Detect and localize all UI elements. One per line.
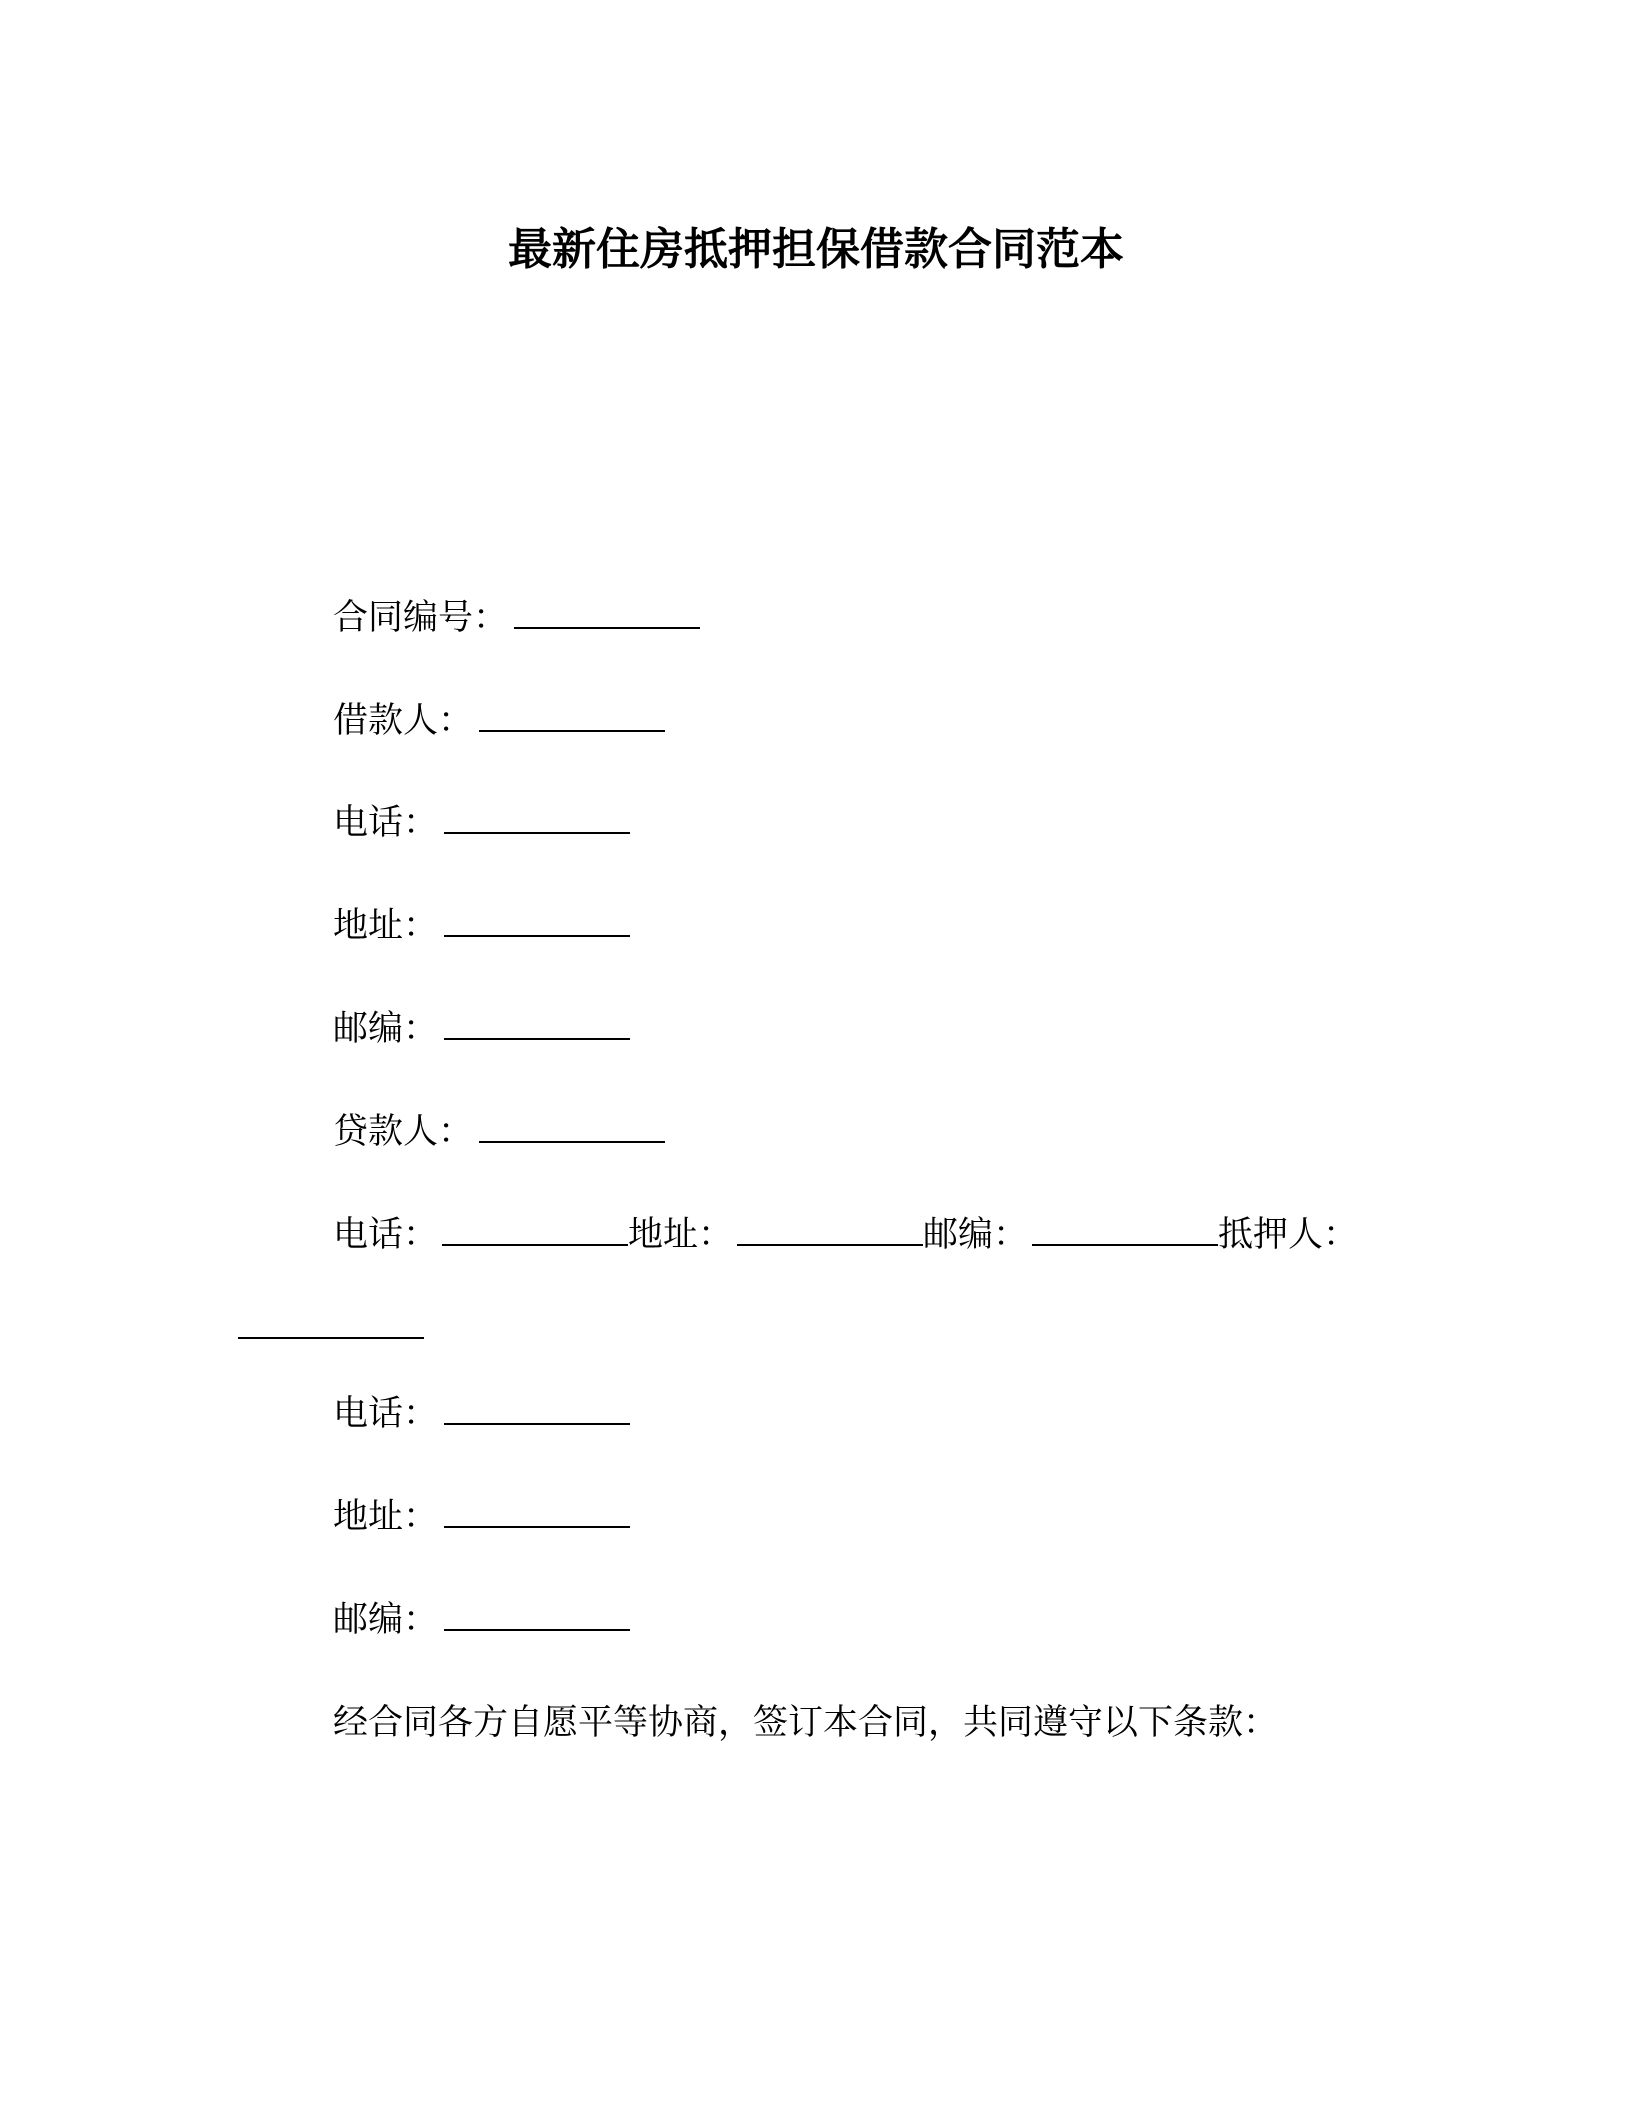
borrower-postcode-label: 邮编： <box>333 1009 439 1049</box>
mortgagor-address-line <box>333 1495 630 1539</box>
lender-blank[interactable] <box>479 1111 665 1143</box>
contract-number-line <box>333 596 700 640</box>
mortgagor-phone-line <box>333 1392 630 1436</box>
mortgagor-phone-label: 电话： <box>333 1394 439 1434</box>
lender-line <box>333 1110 665 1154</box>
borrower-blank[interactable] <box>479 700 665 732</box>
borrower-address-label: 地址： <box>333 906 439 946</box>
mortgagor-blank[interactable] <box>238 1307 424 1339</box>
contract-number-label: 合同编号： <box>333 598 509 638</box>
lender-address-label: 地址： <box>628 1215 734 1255</box>
intro-paragraph: 经合同各方自愿平等协商，签订本合同，共同遵守以下条款： <box>333 1703 1279 1743</box>
lender-postcode-blank[interactable] <box>1032 1214 1218 1246</box>
mortgagor-label: 抵押人： <box>1218 1215 1359 1255</box>
mortgagor-postcode-line <box>333 1598 630 1642</box>
borrower-phone-line <box>333 801 630 845</box>
borrower-label: 借款人： <box>333 701 474 741</box>
contract-number-blank[interactable] <box>514 597 700 629</box>
mortgagor-phone-blank[interactable] <box>444 1393 630 1425</box>
borrower-address-line <box>333 904 630 948</box>
borrower-postcode-blank[interactable] <box>444 1008 630 1040</box>
lender-phone-label: 电话： <box>333 1215 439 1255</box>
borrower-line <box>333 699 665 743</box>
mortgagor-address-blank[interactable] <box>444 1496 630 1528</box>
mortgagor-postcode-label: 邮编： <box>333 1600 439 1640</box>
mortgagor-postcode-blank[interactable] <box>444 1599 630 1631</box>
lender-postcode-label: 邮编： <box>923 1215 1029 1255</box>
lender-phone-blank[interactable] <box>442 1214 628 1246</box>
borrower-phone-blank[interactable] <box>444 802 630 834</box>
borrower-phone-label: 电话： <box>333 803 439 843</box>
lender-contact-line <box>333 1213 1358 1257</box>
borrower-postcode-line <box>333 1007 630 1051</box>
lender-address-blank[interactable] <box>737 1214 923 1246</box>
mortgagor-line <box>238 1306 424 1350</box>
mortgagor-address-label: 地址： <box>333 1497 439 1537</box>
lender-label: 贷款人： <box>333 1112 474 1152</box>
document-title: 最新住房抵押担保借款合同范本 <box>508 224 1124 275</box>
borrower-address-blank[interactable] <box>444 905 630 937</box>
